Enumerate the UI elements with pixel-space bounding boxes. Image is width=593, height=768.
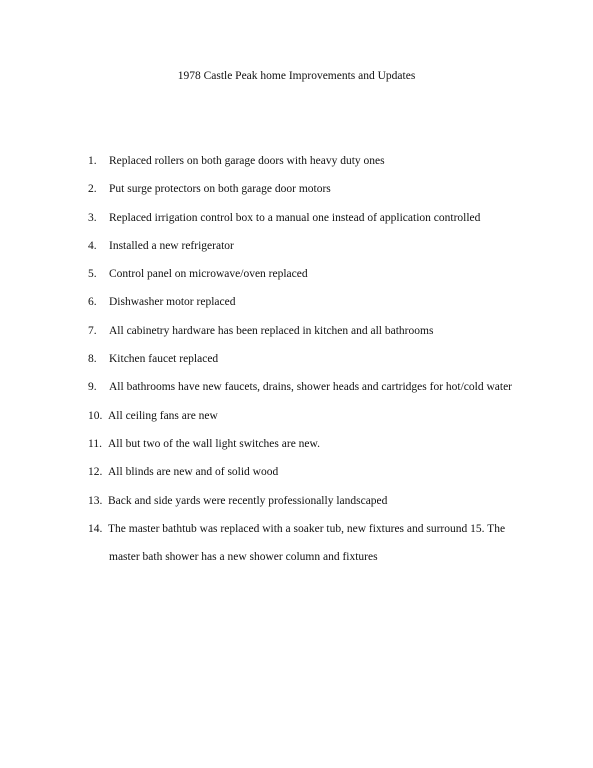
list-item-number: 6. (88, 296, 97, 309)
list-item-number: 3. (88, 211, 97, 224)
list-item-number: 13. (88, 494, 103, 507)
document-title: 1978 Castle Peak home Improvements and Updates (177, 70, 416, 82)
list-item (88, 380, 558, 408)
list-item (88, 267, 558, 295)
list-item (88, 352, 558, 380)
list-item (88, 211, 558, 239)
list-item-text: Replaced irrigation control box to a manual one instead of application controlled (109, 211, 481, 224)
list-item-text: All cabinetry hardware has been replaced in kitchen and all bathrooms (109, 324, 434, 337)
list-item (88, 295, 558, 323)
list-item-text: Control panel on microwave/oven replaced (109, 268, 308, 281)
list-item-number: 8. (88, 353, 97, 366)
improvements-list (88, 154, 558, 563)
list-item-text: Dishwasher motor replaced (109, 296, 236, 309)
list-item-continuation: master bath shower has a new shower column and fixtures (109, 550, 378, 563)
list-item-number: 9. (88, 381, 97, 394)
list-item (88, 494, 558, 522)
list-item-number: 2. (88, 183, 97, 196)
list-item (88, 324, 558, 352)
list-item-number: 1. (88, 155, 97, 167)
list-item-text: All ceiling fans are new (108, 409, 218, 422)
list-item-text: Back and side yards were recently professionally landscaped (108, 494, 388, 507)
list-item (88, 522, 558, 563)
list-item-text: Replaced rollers on both garage doors with heavy duty ones (109, 155, 385, 167)
list-item (88, 437, 558, 465)
list-item (88, 154, 558, 182)
list-item-number: 10. (88, 409, 103, 422)
list-item (88, 239, 558, 267)
list-item-text: All but two of the wall light switches are new. (108, 437, 320, 450)
list-item-text: The master bathtub was replaced with a soaker tub, new fixtures and surround 15. The (108, 522, 506, 535)
list-item-text: Kitchen faucet replaced (109, 353, 219, 366)
list-item (88, 465, 558, 493)
list-item-number: 14. (88, 522, 103, 535)
list-item-number: 12. (88, 466, 103, 479)
list-item (88, 409, 558, 437)
list-item-text: All bathrooms have new faucets, drains, shower heads and cartridges for hot/cold water (109, 381, 513, 394)
list-item (88, 182, 558, 210)
list-item-text: Installed a new refrigerator (109, 239, 234, 252)
list-item-number: 5. (88, 268, 97, 281)
list-item-number: 11. (88, 437, 102, 450)
list-item-text: Put surge protectors on both garage door motors (109, 183, 331, 196)
list-item-number: 4. (88, 239, 97, 252)
list-item-text: All blinds are new and of solid wood (108, 466, 279, 479)
list-item-number: 7. (88, 324, 97, 337)
